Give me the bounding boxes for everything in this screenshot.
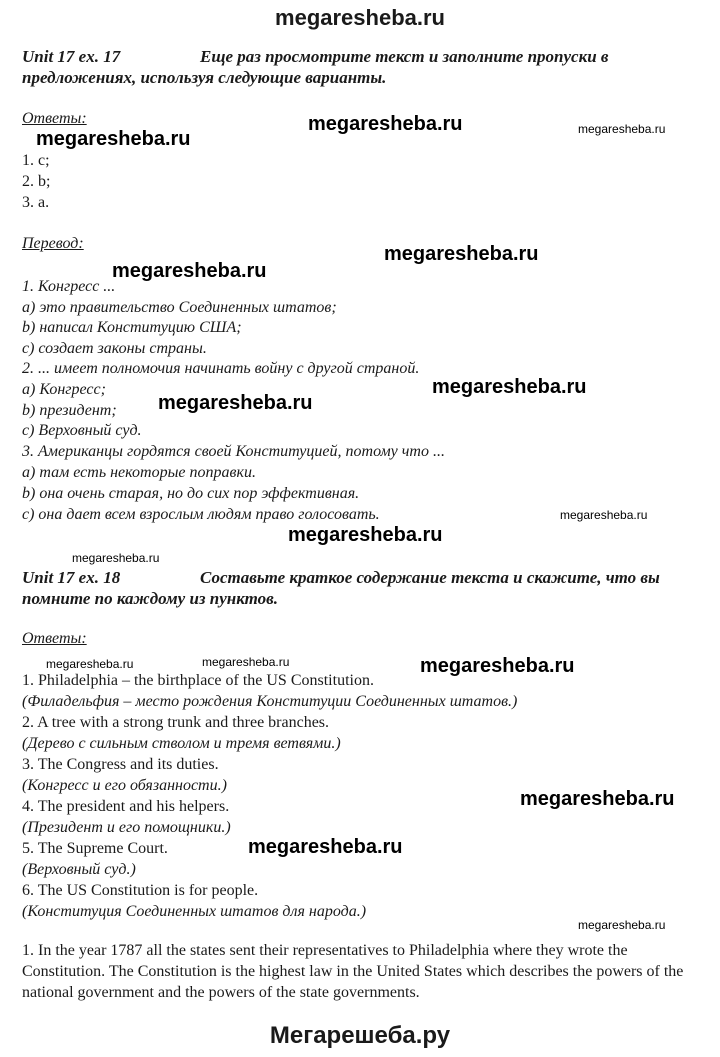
watermark: megaresheba.ru <box>384 243 539 265</box>
ex18-item-en: 6. The US Constitution is for people. <box>22 882 259 899</box>
header-site-title: megaresheba.ru <box>275 5 445 30</box>
ex18-item-ru: (Верховный суд.) <box>22 861 136 878</box>
footer-site-title: Мегарешеба.ру <box>269 1022 451 1049</box>
ex17-answers-label: Ответы: <box>22 110 87 127</box>
watermark: megaresheba.ru <box>308 113 463 135</box>
ex18-task-line2: помните по каждому из пунктов. <box>22 589 278 608</box>
ex18-item-en: 1. Philadelphia – the birthplace of the US Constitution. <box>22 672 374 689</box>
ex18-item-en: 5. The Supreme Court. <box>22 840 168 857</box>
ex18-item-en: 3. The Congress and its duties. <box>22 756 219 773</box>
watermark: megaresheba.ru <box>578 122 666 136</box>
ex17-translation-label: Перевод: <box>22 235 84 252</box>
ex17-translation-line: 3. Американцы гордятся своей Конституцией, потому что ... <box>22 443 445 460</box>
ex17-answer-2: 2. b; <box>22 173 51 190</box>
watermark: megaresheba.ru <box>578 918 666 932</box>
ex17-translation-line: b) она очень старая, но до сих пор эффективная. <box>22 485 360 502</box>
ex18-item-ru: (Конституция Соединенных штатов для народа.) <box>22 903 367 920</box>
ex18-answers-label: Ответы: <box>22 630 87 647</box>
watermark: megaresheba.ru <box>158 392 313 414</box>
ex17-unit-label: Unit 17 ex. 17 <box>22 47 121 66</box>
ex17-translation-line: c) Верховный суд. <box>22 422 142 439</box>
ex17-translation-line: 2. ... имеет полномочия начинать войну с другой страной. <box>22 360 420 377</box>
ex17-translation-line: b) президент; <box>22 402 117 419</box>
watermark: megaresheba.ru <box>248 836 403 858</box>
watermark: megaresheba.ru <box>520 788 675 810</box>
ex17-task-line2: предложениях, используя следующие варианты. <box>22 68 387 87</box>
ex18-item-ru: (Президент и его помощники.) <box>22 819 231 836</box>
watermark: megaresheba.ru <box>420 655 575 677</box>
watermark: megaresheba.ru <box>112 260 267 282</box>
ex17-translation-line: c) она дает всем взрослым людям право голосовать. <box>22 506 380 523</box>
watermark: megaresheba.ru <box>432 376 587 398</box>
watermark: megaresheba.ru <box>46 657 134 671</box>
ex17-translation-line: c) создает законы страны. <box>22 340 207 357</box>
ex18-item-ru: (Филадельфия – место рождения Конституции Соединенных штатов.) <box>22 693 518 710</box>
ex17-translation-line: a) Конгресс; <box>22 381 106 398</box>
ex17-answer-1: 1. c; <box>22 152 50 169</box>
watermark: megaresheba.ru <box>202 655 290 669</box>
ex18-unit-label: Unit 17 ex. 18 <box>22 568 121 587</box>
watermark: megaresheba.ru <box>36 128 191 150</box>
ex17-translation-line: b) написал Конституцию США; <box>22 319 242 336</box>
ex18-item-ru: (Конгресс и его обязанности.) <box>22 777 227 794</box>
watermark: megaresheba.ru <box>72 551 160 565</box>
ex18-item-ru: (Дерево с сильным стволом и тремя ветвями.) <box>22 735 341 752</box>
ex17-task-line1: Еще раз просмотрите текст и заполните пропуски в <box>200 47 609 66</box>
ex18-item-en: 4. The president and his helpers. <box>22 798 230 815</box>
watermark: megaresheba.ru <box>288 524 443 546</box>
ex18-task-line1: Составьте краткое содержание текста и скажите, что вы <box>200 568 660 587</box>
ex17-translation-line: a) это правительство Соединенных штатов; <box>22 299 337 316</box>
watermark: megaresheba.ru <box>560 508 648 522</box>
ex17-answer-3: 3. a. <box>22 194 50 211</box>
ex17-translation-line: a) там есть некоторые поправки. <box>22 464 256 481</box>
ex17-translation-line: 1. Конгресс ... <box>22 278 116 295</box>
ex18-item-en: 2. A tree with a strong trunk and three branches. <box>22 714 330 731</box>
ex18-summary-paragraph: 1. In the year 1787 all the states sent their representatives to Philadelphia where they wrote the Constitution. The Constitution is the highest law in the United States which describes the powers of the national government and the powers of the state governments. <box>22 942 684 1001</box>
